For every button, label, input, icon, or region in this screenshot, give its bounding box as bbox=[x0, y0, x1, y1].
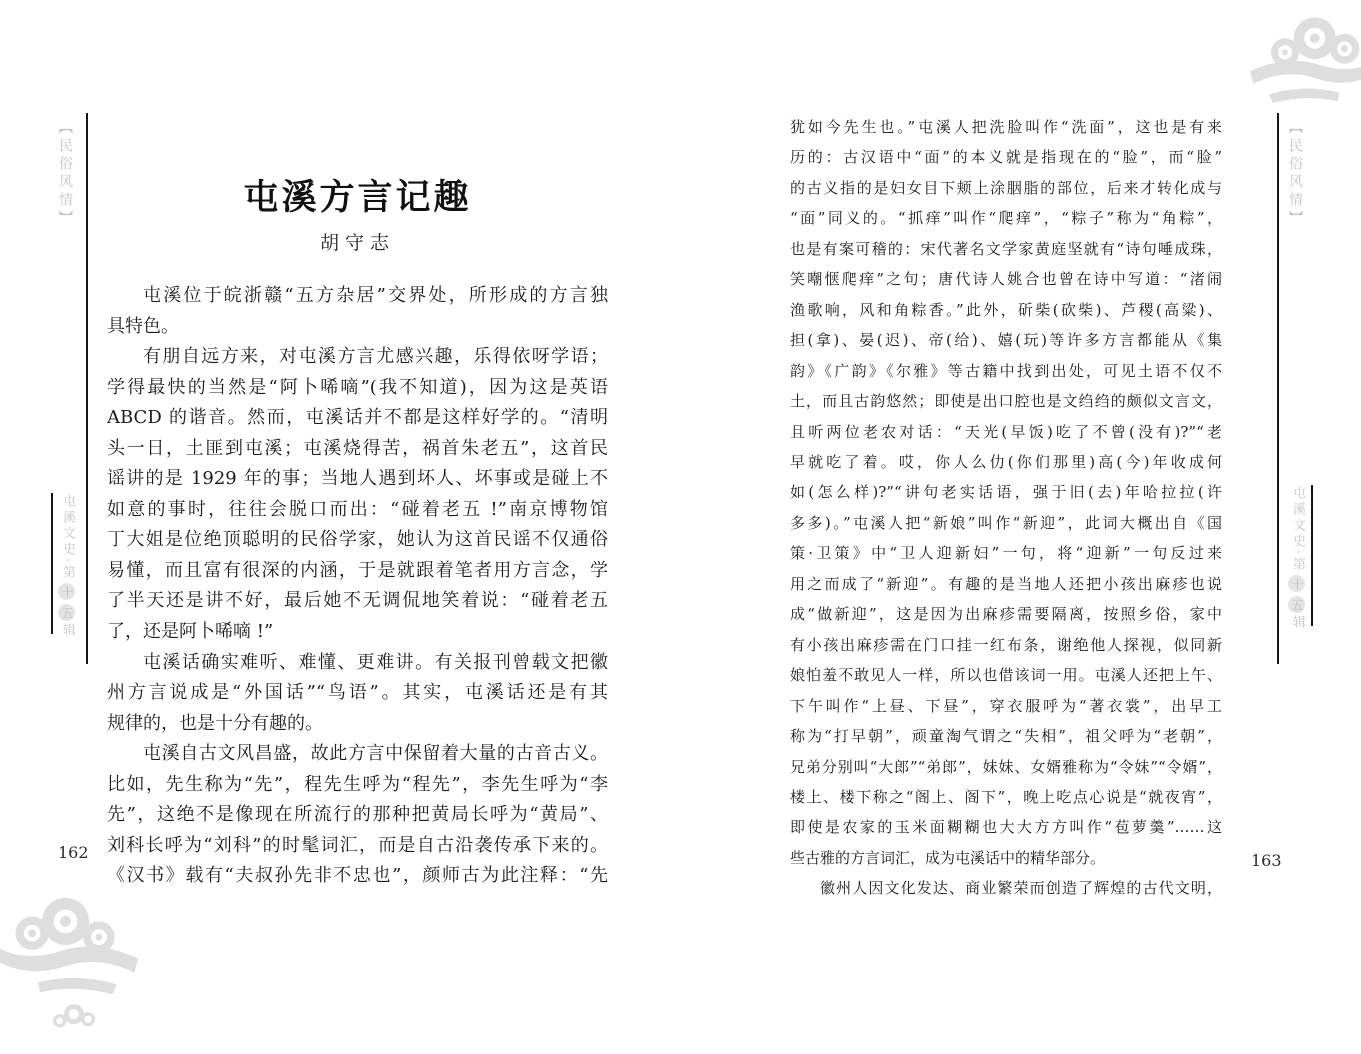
text-line: 多多)。”屯溪人把“新娘”叫作“新迎”，此词大概出自《国 bbox=[790, 513, 1222, 532]
text-line: 屯溪话确实难听、难懂、更难讲。有关报刊曾载文把徽 bbox=[143, 651, 608, 673]
page-border-rule bbox=[86, 113, 88, 664]
text-line: 谣讲的是 1929 年的事；当地人遇到坏人、坏事或是碰上不 bbox=[107, 468, 608, 490]
text-line: 如意的事时，往往会脱口而出：“碰着老五 !”南京博物馆 bbox=[107, 498, 608, 520]
article-author: 胡守志 bbox=[319, 232, 395, 254]
text-line: 犹如今先生也。”屯溪人把洗脸叫作“洗面”，这也是有来 bbox=[790, 118, 1222, 136]
text-line: 有朋自远方来，对屯溪方言尤感兴趣，乐得依呀学语； bbox=[143, 346, 608, 368]
text-line: 丁大姐是位绝顶聪明的民俗学家，她认为这首民谣不仅通俗 bbox=[107, 529, 608, 551]
series-label-text: 屯溪文史·第 bbox=[60, 494, 75, 582]
text-line: ABCD 的谐音。然而，屯溪话并不都是这样好学的。“清明 bbox=[107, 407, 608, 429]
text-line: 头一日，土匪到屯溪；屯溪烧得苦，祸首朱老五”，这首民 bbox=[107, 437, 608, 459]
text-line: 屯溪自古文风昌盛，故此方言中保留着大量的古音古义。 bbox=[143, 743, 608, 765]
text-line: 即使是农家的玉米面糊糊也大大方方叫作“苞萝羹”……这 bbox=[790, 818, 1222, 837]
text-line: 州方言说成是“外国话”“鸟语”。其实，屯溪话还是有其 bbox=[107, 682, 608, 704]
right-page-text bbox=[790, 112, 1222, 904]
text-line: 易懂，而且富有很深的内涵，于是就跟着笔者用方言念，学 bbox=[107, 559, 608, 581]
text-line: 了半天还是讲不好，最后她不无调侃地笑着说：“碰着老五 bbox=[107, 590, 608, 612]
text-line: 徽州人因文化发达、商业繁荣而创造了辉煌的古代文明， bbox=[820, 879, 1222, 898]
series-marker-rule bbox=[1311, 485, 1313, 626]
text-line: 韵》《广韵》《尔雅》等古籍中找到出处，可见土语不仅不 bbox=[790, 361, 1222, 380]
text-line: 学得最快的当然是“阿卜唏嘀”(我不知道)，因为这是英语 bbox=[107, 376, 608, 398]
cloud-decoration-icon bbox=[1243, 8, 1361, 114]
cloud-decoration-icon bbox=[38, 1000, 108, 1050]
text-line: 娘怕羞不敢见人一样，所以也借该词一用。屯溪人还把上午、 bbox=[790, 666, 1222, 685]
text-line: 下午叫作“上昼、下昼”，穿衣服呼为“著衣裳”，出早工 bbox=[790, 696, 1222, 715]
series-label-text: 辑 bbox=[60, 623, 75, 640]
text-line: 土，而且古韵悠然；即使是出口腔也是文绉绉的颇似文言文， bbox=[790, 392, 1222, 411]
text-line: 《汉书》载有“夫叔孙先非不忠也”，颜师古为此注释：“先 bbox=[107, 865, 608, 887]
text-line: 历的：古汉语中“面”的本义就是指现在的“脸”，而“脸” bbox=[790, 148, 1222, 167]
text-line: 的古义指的是妇女目下颊上涂胭脂的部位，后来才转化成与 bbox=[790, 178, 1222, 197]
text-line: 策·卫策》中“卫人迎新妇”一句，将“迎新”一句反过来 bbox=[790, 544, 1222, 563]
text-line: 用之而成了“新迎”。有趣的是当地人还把小孩出麻疹也说 bbox=[790, 574, 1222, 593]
page-number-right: 163 bbox=[1251, 851, 1282, 870]
text-line: 兄弟分别叫“大郎”“弟郎”，妹妹、女婿雅称为“令妹”“令婿”， bbox=[790, 757, 1222, 776]
text-line: 屯溪位于皖浙赣“五方杂居”交界处，所形成的方言独 bbox=[143, 285, 608, 306]
text-line: 规律的，也是十分有趣的。 bbox=[107, 712, 323, 734]
text-line: “面”同义的。“抓痒”叫作“爬痒”，“粽子”称为“角粽”， bbox=[790, 209, 1222, 228]
text-line: 了，还是阿卜唏嘀 !” bbox=[107, 621, 274, 643]
cloud-decoration-icon bbox=[0, 888, 150, 1006]
text-line: 笑嘲惬爬痒”之句；唐代诗人姚合也曾在诗中写道：“渚闹 bbox=[790, 270, 1222, 289]
text-line: 渔歌响，风和角粽香。”此外，斫柴(砍柴)、芦稷(高粱)、 bbox=[790, 300, 1222, 319]
text-line: 成“做新迎”，这是因为出麻疹需要隔离，按照乡俗，家中 bbox=[790, 605, 1222, 624]
text-line: 先”，这绝不是像现在所流行的那种把黄局长呼为“黄局”、 bbox=[107, 804, 608, 826]
series-marker-rule bbox=[51, 493, 53, 634]
text-line: 担(拿)、晏(迟)、帝(给)、嬉(玩)等许多方言都能从《集 bbox=[790, 331, 1222, 350]
text-line: 些古雅的方言词汇，成为屯溪话中的精华部分。 bbox=[790, 848, 1106, 867]
category-margin-label: 【民俗风情】 bbox=[1287, 120, 1303, 228]
page-border-rule bbox=[1277, 113, 1279, 664]
text-line: 比如，先生称为“先”，程先生呼为“程先”，李先生呼为“李 bbox=[107, 773, 608, 795]
article-title: 屯溪方言记趣 bbox=[243, 177, 472, 218]
left-page-text bbox=[107, 281, 608, 892]
text-line: 刘科长呼为“刘科”的时髦词汇，而是自古沿袭传承下来的。 bbox=[107, 834, 608, 856]
text-line: 称为“打早朝”，顽童淘气谓之“失相”，祖父呼为“老朝”， bbox=[790, 727, 1222, 746]
category-margin-label: 【民俗风情】 bbox=[57, 120, 73, 228]
series-label-text: 屯溪文史·第 bbox=[1290, 486, 1305, 574]
series-label bbox=[58, 494, 76, 639]
text-line: 也是有案可稽的：宋代著名文学家黄庭坚就有“诗句唾成珠， bbox=[790, 239, 1222, 258]
text-line: 具特色。 bbox=[107, 315, 179, 337]
series-volume-char: 十 bbox=[1288, 575, 1305, 592]
series-volume-char: 十 bbox=[58, 583, 75, 600]
text-line: 有小孩出麻疹需在门口挂一红布条，谢绝他人探视，似同新 bbox=[790, 635, 1222, 654]
page-number-left: 162 bbox=[58, 843, 89, 862]
series-label bbox=[1288, 486, 1306, 631]
series-volume-char: 五 bbox=[1288, 596, 1305, 613]
series-label-text: 辑 bbox=[1290, 615, 1305, 632]
text-line: 早就吃了着。哎，你人么仂(你们那里)高(今)年收成何 bbox=[790, 452, 1222, 471]
series-volume-char: 五 bbox=[58, 604, 75, 621]
text-line: 楼上、楼下称之“阁上、阁下”，晚上吃点心说是“就夜宵”， bbox=[790, 787, 1222, 806]
text-line: 且听两位老农对话：“天光(早饭)吃了不曾(没有)?”“老 bbox=[790, 422, 1222, 441]
text-line: 如(怎么样)?”“讲句老实话语，强于旧(去)年哈拉拉(许 bbox=[790, 483, 1222, 502]
